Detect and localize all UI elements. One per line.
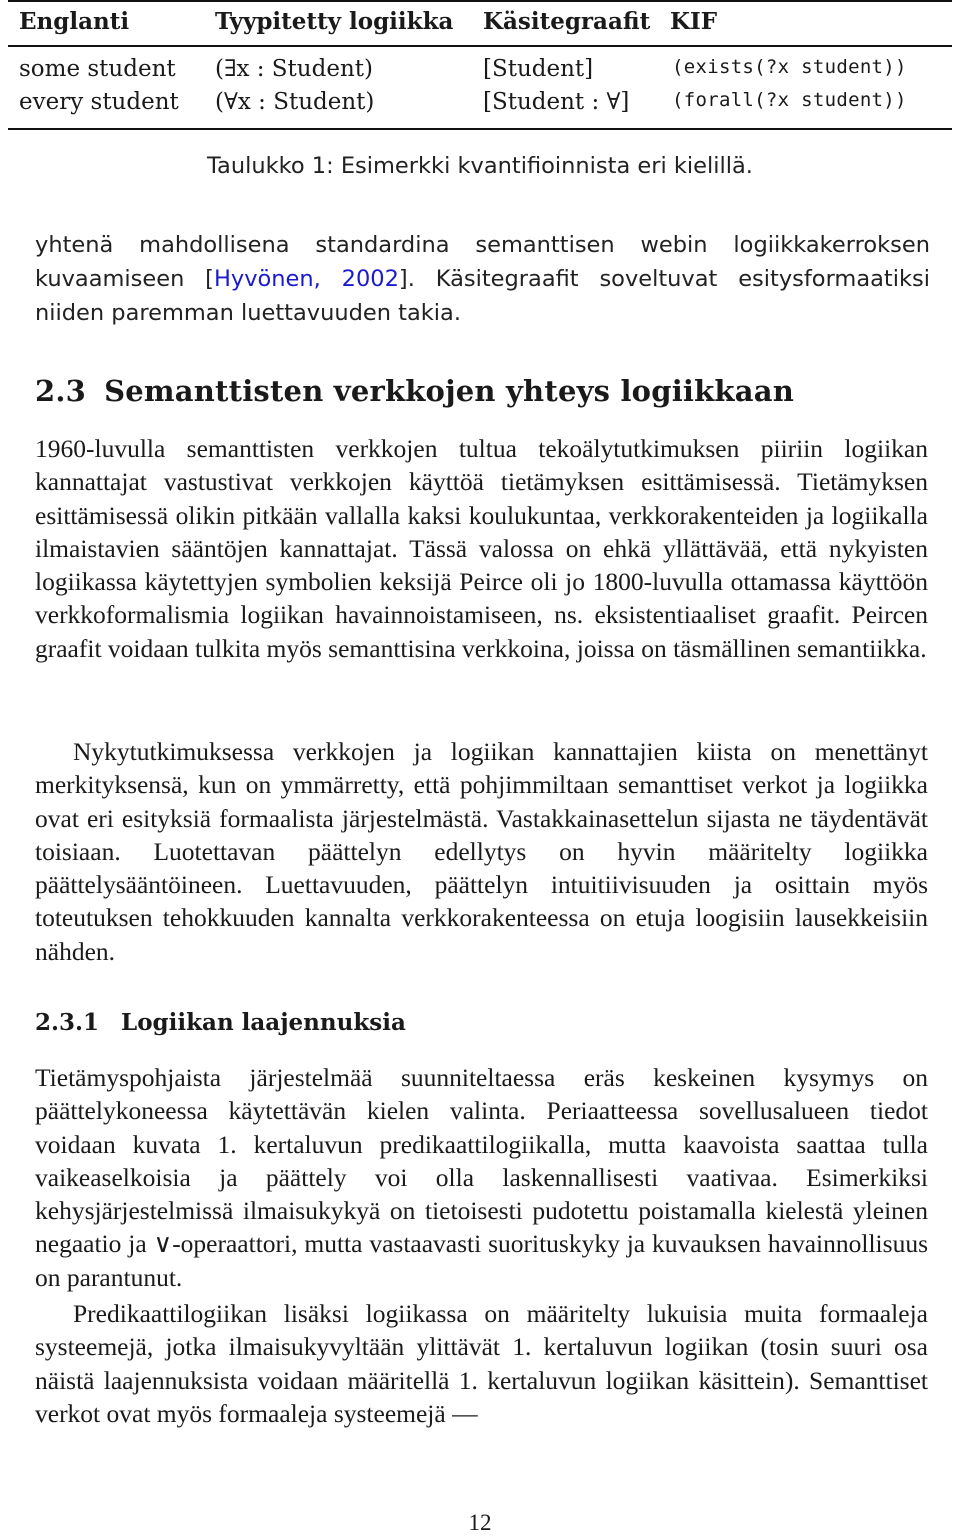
- table-cell-english: every student: [19, 89, 179, 115]
- paragraph-text: 1960-luvulla semanttisten verkkojen tultua tekoälytutkimuksen piiriin logiikan kannattajat vastustivat verkkojen käyttöä tietämyksen esittämisessä. Tietämyksen esittämisessä olikin pitkään vallalla kaksi koulukuntaa, verkkorakenteiden ja logiikalla ilmaistavien sääntöjen kannattajat. Tässä valossa on ehkä yllättävää, että nykyisten logiikassa käytettyjen symbolien keksijä Peirce oli jo 1800-luvulla ottamassa käyttöön verkkoformalismia logiikan havainnoistamiseen, ns. eksistentiaaliset graafit. Peircen graafit voidaan tulkita myös semanttisina verkkoina, joissa on täsmällinen semantiikka.: [35, 434, 928, 663]
- intro-paragraph: [35, 228, 930, 330]
- table-header-conceptual-graphs: Käsitegraafit: [483, 8, 651, 35]
- intro-text-before: yhtenä mahdollisena standardina semanttisen webin logiikkakerroksen kuvaamiseen [: [35, 232, 930, 292]
- section-heading: [35, 374, 794, 408]
- paragraph-text: Tietämyspohjaista järjestelmää suunniteltaessa eräs keskeinen kysymys on päättelykoneessa käytettävän kielen valinta. Periaatteessa sovellusalueen tiedot voidaan kuvata 1. kertaluvun predikaattilogiikalla, mutta kaavoista saattaa tulla vaikeaselkoisia ja päättely voi olla laskennallisesti vaativaa. Esimerkiksi kehysjärjestelmissä ilmaisukykyä on tietoisesti pudotettu poistamalla kielestä yleinen negaatio ja ∨-operaattori, mutta vastaavasti suorituskyky ja kuvauksen havainnollisuus on parantunut.: [35, 1063, 928, 1292]
- table-cell-kif: (exists(?x student)): [672, 56, 907, 78]
- table-cell-typed-logic: (∃x : Student): [215, 56, 373, 82]
- table-cell-conceptual-graph: [Student]: [483, 56, 594, 82]
- table-header-english: Englanti: [19, 8, 130, 35]
- table-cell-kif: (forall(?x student)): [672, 89, 907, 111]
- table-header-typed-logic: Tyypitetty logiikka: [215, 8, 454, 35]
- subsection-number: 2.3.1: [35, 1009, 100, 1036]
- page-number: 12: [468, 1510, 492, 1535]
- table-caption: Taulukko 1: Esimerkki kvantifioinnista eri kielillä.: [207, 153, 753, 179]
- table-header-rule: [8, 45, 952, 47]
- intro-text-after: ]. Käsitegraafit soveltuvat esitysformaatiksi niiden paremman luettavuuden takia.: [35, 266, 930, 326]
- body-paragraph: [35, 735, 928, 968]
- body-paragraph: [35, 432, 928, 665]
- table-cell-conceptual-graph: [Student : ∀]: [483, 89, 630, 115]
- paragraph-text: Nykytutkimuksessa verkkojen ja logiikan kannattajien kiista on menettänyt merkityksensä, kun on ymmärretty, että pohjimmiltaan semanttiset verkot ja logiikka ovat eri esityksiä formaalista järjestelmästä. Vastakkainasettelun sijasta ne täydentävät toisiaan. Luotettavan päättelyn edellytys on hyvin määritelty logiikka päättelysääntöineen. Luettavuuden, päättelyn intuitiivisuuden ja osittain myös toteutuksen tehokkuuden kannalta verkkorakenteessa on etuja loogisiin lausekkeisiin nähden.: [35, 737, 928, 966]
- table-cell-typed-logic: (∀x : Student): [215, 89, 375, 115]
- table-cell-english: some student: [19, 56, 176, 82]
- section-number: 2.3: [35, 374, 87, 408]
- subsection-heading: [35, 1009, 406, 1036]
- table-bottom-rule: [8, 128, 952, 130]
- paragraph-text: Predikaattilogiikan lisäksi logiikassa on määritelty lukuisia muita formaaleja systeemejä, jotka ilmaisukyvyltään ylittävät 1. kertaluvun logiikan (tosin suuri osa näistä laajennuksista voidaan määritellä 1. kertaluvun logiikan käsittein). Semanttiset verkot ovat myös formaaleja systeemejä —: [35, 1299, 928, 1428]
- subsection-title: Logiikan laajennuksia: [121, 1009, 406, 1036]
- table-header-kif: KIF: [670, 8, 718, 35]
- body-paragraph: [35, 1297, 928, 1430]
- body-paragraph: [35, 1061, 928, 1294]
- table-top-rule: [8, 0, 952, 2]
- section-title: Semanttisten verkkojen yhteys logiikkaan: [104, 374, 794, 408]
- citation-link[interactable]: Hyvönen, 2002: [213, 266, 399, 292]
